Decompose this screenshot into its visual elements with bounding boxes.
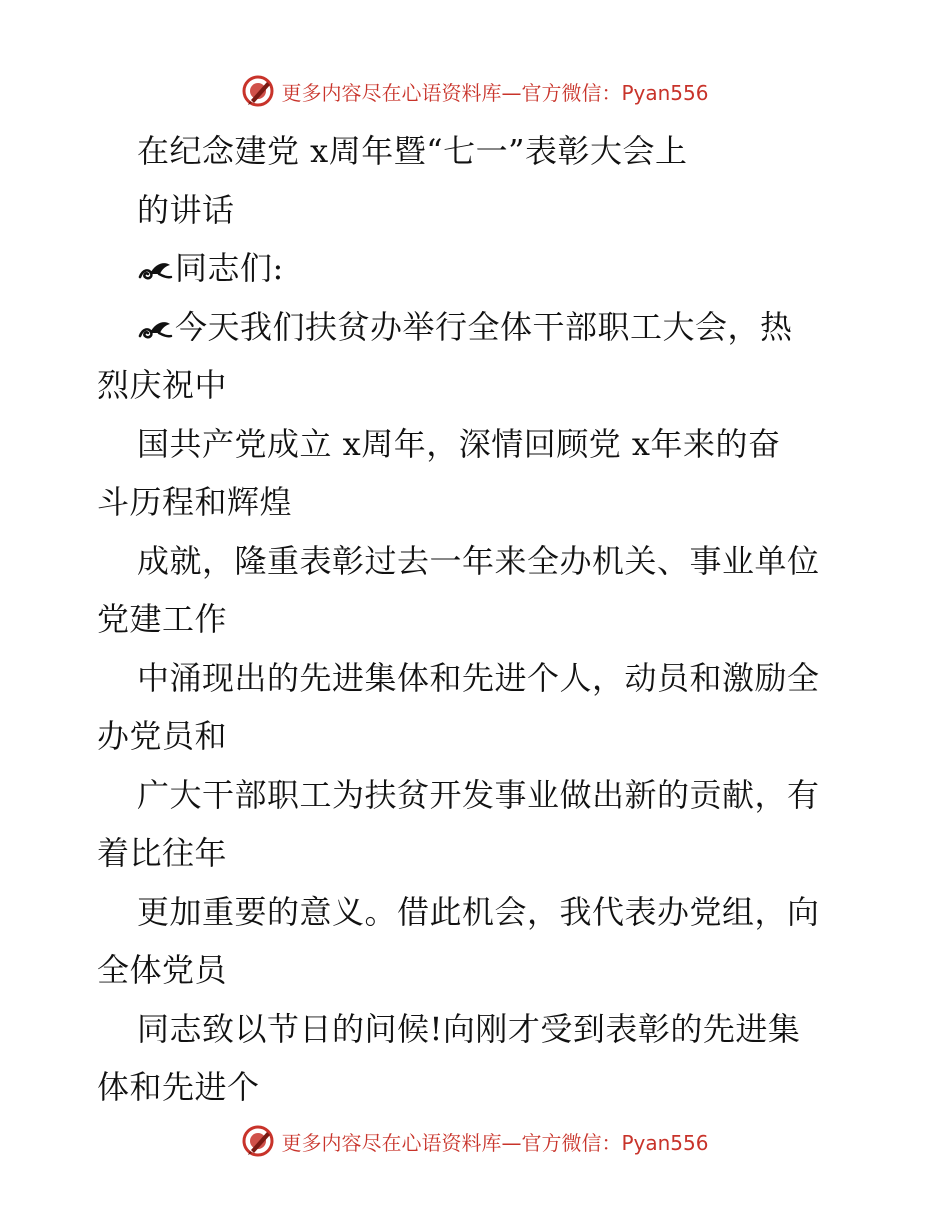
pen-seal-logo-icon xyxy=(241,1124,275,1158)
document-line xyxy=(97,239,857,298)
document-line-text: 体和先进个 xyxy=(97,1068,260,1106)
document-line xyxy=(97,941,857,1000)
document-line-text: 全体党员 xyxy=(97,951,228,989)
document-line-text: 党建工作 xyxy=(97,600,228,638)
document-line xyxy=(97,122,857,181)
document-line xyxy=(97,415,857,474)
document-line xyxy=(97,1058,857,1117)
document-body xyxy=(97,122,857,1117)
document-line-text: 中涌现出的先进集体和先进个人，动员和激励全 xyxy=(137,658,820,697)
document-line-text: 的讲话 xyxy=(137,190,235,229)
pen-seal-logo-icon xyxy=(241,74,275,108)
document-line xyxy=(97,707,857,766)
footer-watermark xyxy=(0,1121,950,1161)
document-line-text: 同志们: xyxy=(175,249,284,287)
document-line-text: 烈庆祝中 xyxy=(97,366,228,404)
document-line xyxy=(97,356,857,415)
document-line-text: 办党员和 xyxy=(97,717,228,755)
document-line-text: 着比往年 xyxy=(97,834,228,872)
watermark-text: 更多内容尽在心语资料库—官方微信：Pyan556 xyxy=(281,1130,709,1155)
document-line-text: 在纪念建党 x周年暨“七一”表彰大会上 xyxy=(137,132,688,170)
watermark-text: 更多内容尽在心语资料库—官方微信：Pyan556 xyxy=(281,80,709,105)
document-line-text: 今天我们扶贫办举行全体干部职工大会，热 xyxy=(175,307,793,346)
document-line xyxy=(97,766,857,825)
document-line xyxy=(97,298,857,357)
document-line xyxy=(97,649,857,708)
fleuron-ornament-icon xyxy=(137,316,173,340)
document-line xyxy=(97,883,857,942)
document-line xyxy=(97,181,857,240)
fleuron-ornament-icon xyxy=(137,257,173,281)
document-line-text: 成就，隆重表彰过去一年来全办机关、事业单位 xyxy=(137,541,820,580)
document-line-text: 同志致以节日的问候!向刚才受到表彰的先进集 xyxy=(137,1009,801,1048)
document-line xyxy=(97,590,857,649)
document-line xyxy=(97,824,857,883)
document-line-text: 更加重要的意义。借此机会，我代表办党组，向 xyxy=(137,892,820,931)
document-line-text: 斗历程和辉煌 xyxy=(97,483,293,521)
document-line xyxy=(97,1000,857,1059)
document-line xyxy=(97,473,857,532)
header-watermark xyxy=(0,71,950,111)
document-line-text: 广大干部职工为扶贫开发事业做出新的贡献，有 xyxy=(137,775,820,814)
document-line xyxy=(97,532,857,591)
document-line-text: 国共产党成立 x周年，深情回顾党 x年来的奋 xyxy=(137,424,781,463)
